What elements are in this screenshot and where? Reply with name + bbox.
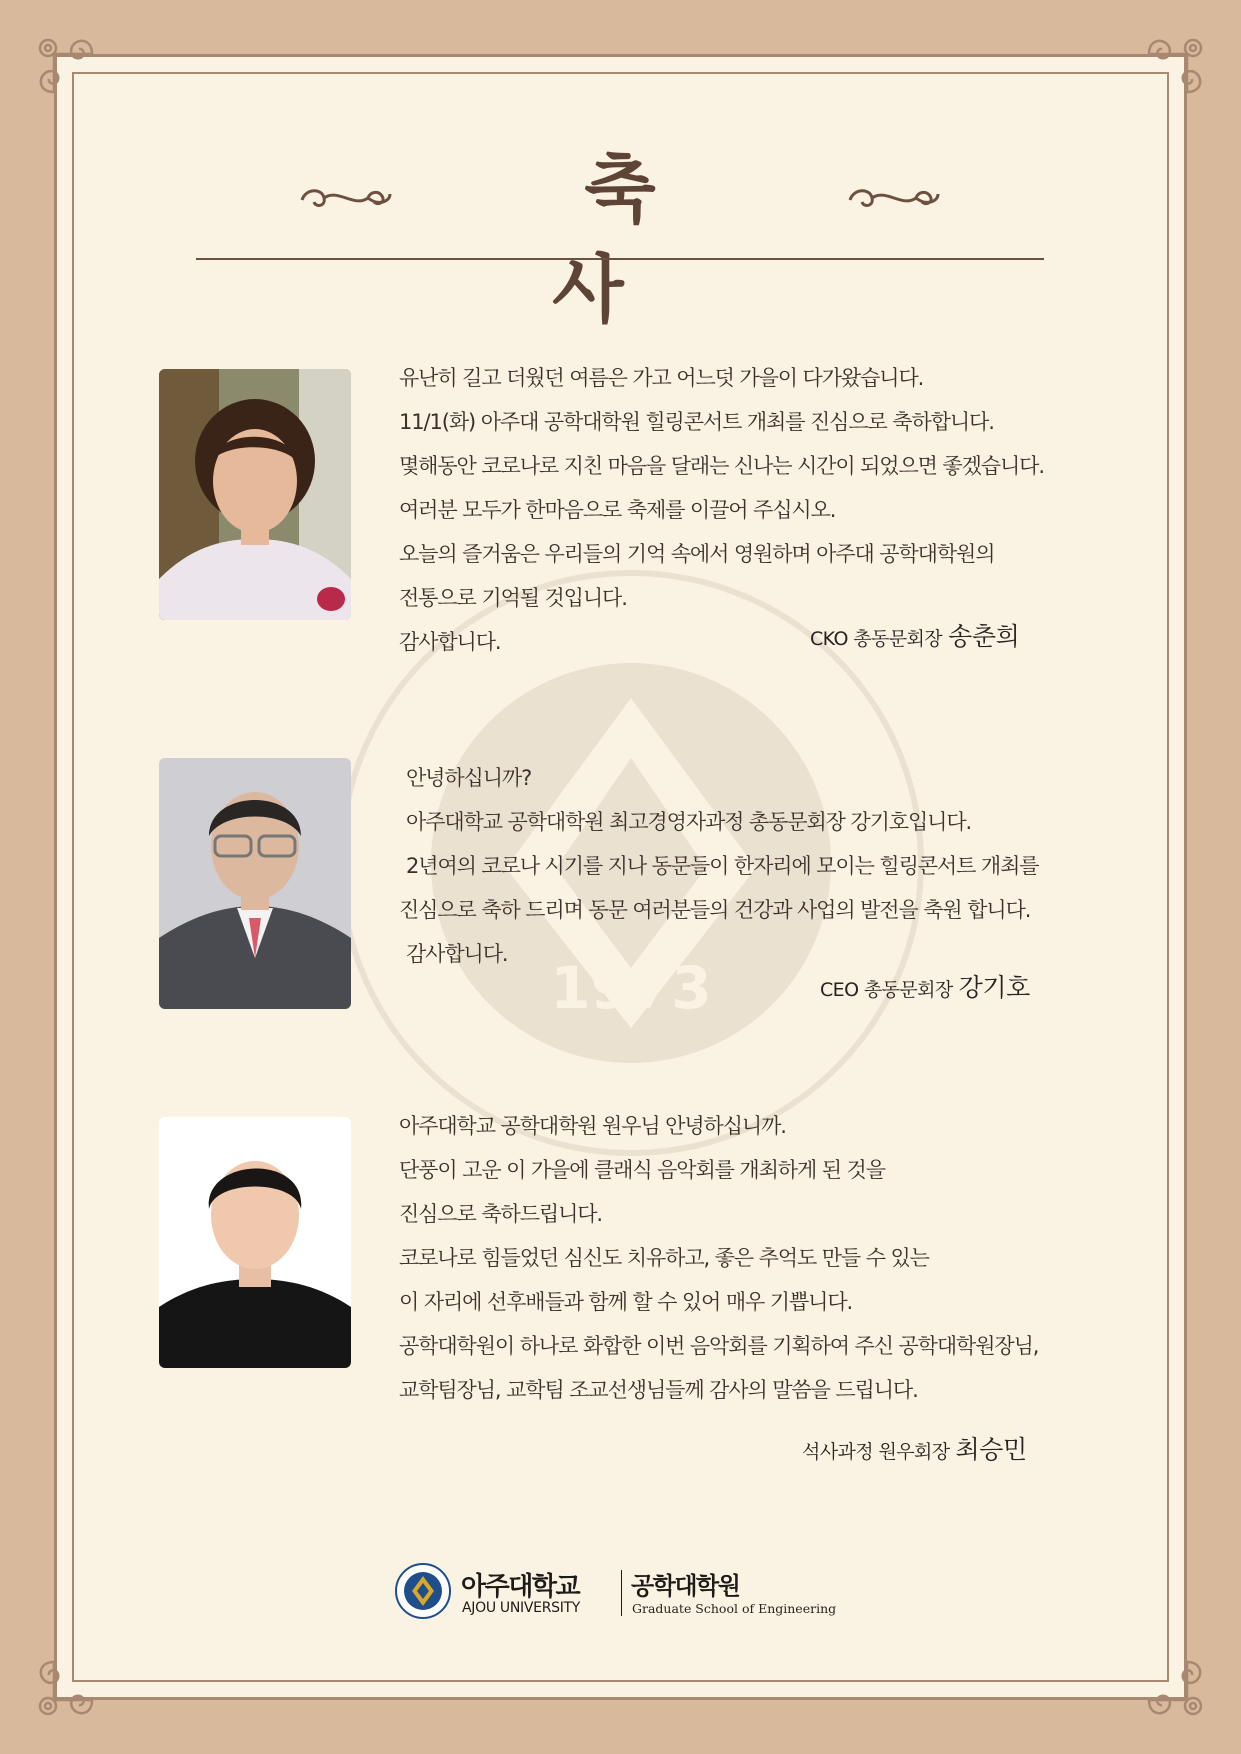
- portrait-photo-2: [159, 758, 351, 1009]
- title-divider: [196, 258, 1044, 260]
- message-line: 진심으로 축하 드리며 동문 여러분들의 건강과 사업의 발전을 축원 합니다.: [399, 898, 1031, 922]
- message-line: 오늘의 즐거움은 우리들의 기억 속에서 영원하며 아주대 공학대학원의: [399, 542, 995, 566]
- logo-university-korean: 아주대학교: [461, 1572, 580, 1602]
- corner-ornament-icon: [34, 34, 98, 98]
- message-line: 감사합니다.: [406, 942, 508, 966]
- message-line: 아주대학교 공학대학원 최고경영자과정 총동문회장 강기호입니다.: [406, 810, 972, 834]
- corner-ornament-icon: [1143, 1656, 1207, 1720]
- message-line: 코로나로 힘들었던 심신도 치유하고, 좋은 추억도 만들 수 있는: [399, 1246, 929, 1270]
- message-line: 교학팀장님, 교학팀 조교선생님들께 감사의 말씀을 드립니다.: [399, 1378, 918, 1402]
- flourish-icon: [846, 184, 942, 212]
- message-line: 안녕하십니까?: [406, 766, 532, 790]
- corner-ornament-icon: [1143, 34, 1207, 98]
- portrait-photo-3: [159, 1117, 351, 1368]
- university-logo: [395, 1562, 845, 1620]
- message-line: 감사합니다.: [399, 630, 501, 654]
- message-line: 전통으로 기억될 것입니다.: [399, 586, 627, 610]
- logo-university-english: AJOU UNIVERSITY: [462, 1600, 581, 1616]
- signer-name: 최승민: [955, 1435, 1027, 1464]
- message-line: 유난히 길고 더웠던 여름은 가고 어느덧 가을이 다가왔습니다.: [399, 366, 924, 390]
- page-title: 축 사: [552, 147, 720, 333]
- message-line: 단풍이 고운 이 가을에 클래식 음악회를 개최하게 된 것을: [399, 1158, 885, 1182]
- message-block-2: [399, 756, 1119, 976]
- message-line: 몇해동안 코로나로 지친 마음을 달래는 신나는 시간이 되었으면 좋겠습니다.: [399, 454, 1044, 478]
- signature-3: [802, 1430, 1027, 1466]
- portrait-photo-1: [159, 369, 351, 620]
- watermark-year: 1973: [550, 954, 712, 1022]
- signature-2: [820, 968, 1030, 1004]
- signer-name: 강기호: [958, 973, 1030, 1002]
- title-row: [0, 140, 1241, 333]
- message-line: 2년여의 코로나 시기를 지나 동문들이 한자리에 모이는 힐링콘서트 개최를: [406, 854, 1039, 878]
- signer-role: CKO 총동문회장: [810, 628, 943, 650]
- logo-school-korean: 공학대학원: [631, 1572, 740, 1600]
- message-block-3: [399, 1104, 1119, 1412]
- logo-school-english: Graduate School of Engineering: [632, 1601, 837, 1616]
- message-line: 11/1(화) 아주대 공학대학원 힐링콘서트 개최를 진심으로 축하합니다.: [399, 410, 994, 434]
- signer-role: CEO 총동문회장: [820, 979, 953, 1001]
- message-line: 이 자리에 선후배들과 함께 할 수 있어 매우 기쁩니다.: [399, 1290, 853, 1314]
- logo-divider: [621, 1570, 622, 1616]
- message-line: 진심으로 축하드립니다.: [399, 1202, 603, 1226]
- signature-1: [810, 617, 1019, 653]
- university-emblem-icon: [395, 1563, 451, 1619]
- message-line: 공학대학원이 하나로 화합한 이번 음악회를 기획하여 주신 공학대학원장님,: [399, 1334, 1039, 1358]
- message-line: 아주대학교 공학대학원 원우님 안녕하십니까.: [399, 1114, 786, 1138]
- signer-name: 송춘희: [948, 622, 1020, 651]
- message-line: 여러분 모두가 한마음으로 축제를 이끌어 주십시오.: [399, 498, 836, 522]
- signer-role: 석사과정 원우회장: [802, 1441, 950, 1463]
- flourish-icon: [298, 184, 394, 212]
- corner-ornament-icon: [34, 1656, 98, 1720]
